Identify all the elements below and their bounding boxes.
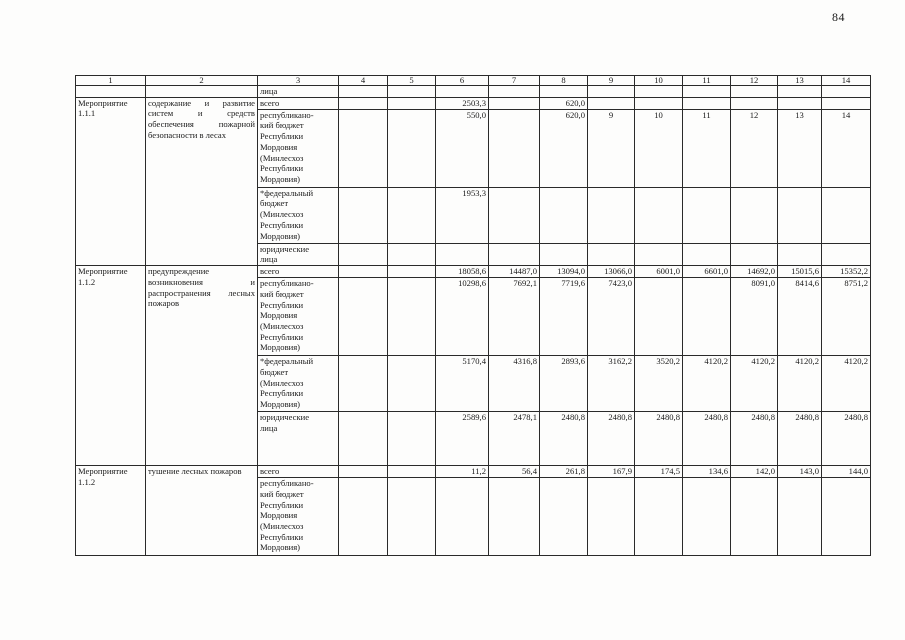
value-cell: 14487,0: [489, 266, 540, 278]
activity-description: содержание и развитие систем и средств обеспечения пожарной безопасности в лесах: [146, 97, 258, 265]
source-label: республикано- кий бюджет Республики Мордовия (Минлесхоз Республики Мордовия): [258, 278, 339, 356]
header-cell: 3: [258, 76, 339, 86]
source-label: юридические лица: [258, 243, 339, 265]
value-cell: 620,0: [540, 97, 588, 109]
budget-table: [75, 75, 871, 556]
value-cell: 550,0: [436, 109, 489, 187]
source-label: республикано- кий бюджет Республики Мордовия (Минлесхоз Республики Мордовия): [258, 109, 339, 187]
source-label: *федеральный бюджет (Минлесхоз Республики Мордовия): [258, 187, 339, 243]
source-label: всего: [258, 466, 339, 478]
value-cell: 15352,2: [822, 266, 871, 278]
table-row: [76, 97, 871, 109]
source-label: *федеральный бюджет (Минлесхоз Республики Мордовия): [258, 356, 339, 412]
value-cell: 10: [635, 109, 683, 187]
header-cell: 5: [388, 76, 436, 86]
table-row: [76, 266, 871, 278]
value-cell: 8414,6: [778, 278, 822, 356]
value-cell: 261,8: [540, 466, 588, 478]
header-cell: 10: [635, 76, 683, 86]
activity-description: тушение лесных пожаров: [146, 466, 258, 556]
table-row: [76, 466, 871, 478]
value-cell: 2478,1: [489, 412, 540, 466]
value-cell: 6001,0: [635, 266, 683, 278]
value-cell: 8091,0: [731, 278, 778, 356]
activity-id: Мероприятие 1.1.2: [76, 266, 146, 466]
header-row: [76, 76, 871, 86]
value-cell: 143,0: [778, 466, 822, 478]
header-cell: 1: [76, 76, 146, 86]
value-cell: 174,5: [635, 466, 683, 478]
source-label: всего: [258, 97, 339, 109]
header-cell: 14: [822, 76, 871, 86]
value-cell: 4120,2: [731, 356, 778, 412]
value-cell: 4120,2: [822, 356, 871, 412]
value-cell: 14: [822, 109, 871, 187]
value-cell: 167,9: [588, 466, 635, 478]
header-cell: 4: [339, 76, 388, 86]
header-cell: 2: [146, 76, 258, 86]
value-cell: 2893,6: [540, 356, 588, 412]
value-cell: 4316,8: [489, 356, 540, 412]
value-cell: 9: [588, 109, 635, 187]
value-cell: 18058,6: [436, 266, 489, 278]
continuation-row: [76, 86, 871, 98]
value-cell: 7692,1: [489, 278, 540, 356]
value-cell: 2480,8: [778, 412, 822, 466]
header-cell: 7: [489, 76, 540, 86]
value-cell: 13066,0: [588, 266, 635, 278]
value-cell: 2480,8: [635, 412, 683, 466]
value-cell: 11,2: [436, 466, 489, 478]
activity-id: Мероприятие 1.1.2: [76, 466, 146, 556]
value-cell: 2503,3: [436, 97, 489, 109]
value-cell: 2480,8: [540, 412, 588, 466]
value-cell: 5170,4: [436, 356, 489, 412]
source-label: всего: [258, 266, 339, 278]
value-cell: 4120,2: [683, 356, 731, 412]
value-cell: 1953,3: [436, 187, 489, 243]
header-cell: 11: [683, 76, 731, 86]
value-cell: 3162,2: [588, 356, 635, 412]
activity-description: предупреждение возникновения и распространения лесных пожаров: [146, 266, 258, 466]
value-cell: 10298,6: [436, 278, 489, 356]
header-cell: 12: [731, 76, 778, 86]
value-cell: 8751,2: [822, 278, 871, 356]
value-cell: 2480,8: [731, 412, 778, 466]
value-cell: 142,0: [731, 466, 778, 478]
value-cell: 2480,8: [683, 412, 731, 466]
value-cell: 13: [778, 109, 822, 187]
value-cell: 7719,6: [540, 278, 588, 356]
activity-id: Мероприятие 1.1.1: [76, 97, 146, 265]
source-label: лица: [258, 86, 339, 98]
header-cell: 8: [540, 76, 588, 86]
value-cell: 144,0: [822, 466, 871, 478]
value-cell: 2480,8: [822, 412, 871, 466]
value-cell: 6601,0: [683, 266, 731, 278]
source-label: республикано- кий бюджет Республики Мордовия (Минлесхоз Республики Мордовия): [258, 478, 339, 556]
value-cell: 15015,6: [778, 266, 822, 278]
page-number: 84: [832, 10, 845, 24]
value-cell: 56,4: [489, 466, 540, 478]
value-cell: 620,0: [540, 109, 588, 187]
value-cell: 4120,2: [778, 356, 822, 412]
value-cell: 14692,0: [731, 266, 778, 278]
header-cell: 9: [588, 76, 635, 86]
value-cell: 3520,2: [635, 356, 683, 412]
value-cell: 7423,0: [588, 278, 635, 356]
value-cell: 13094,0: [540, 266, 588, 278]
source-label: юридические лица: [258, 412, 339, 466]
value-cell: 12: [731, 109, 778, 187]
header-cell: 13: [778, 76, 822, 86]
value-cell: 134,6: [683, 466, 731, 478]
header-cell: 6: [436, 76, 489, 86]
value-cell: 11: [683, 109, 731, 187]
value-cell: 2589,6: [436, 412, 489, 466]
value-cell: 2480,8: [588, 412, 635, 466]
